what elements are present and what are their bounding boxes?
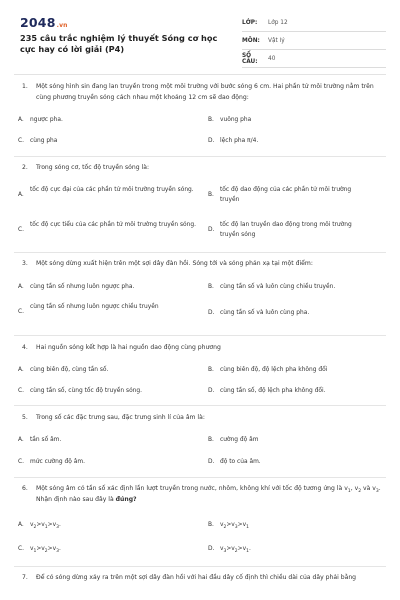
q5-option-c[interactable] [18, 458, 188, 468]
q6-option-a[interactable] [18, 521, 188, 531]
q3-option-c[interactable] [18, 303, 193, 313]
option-text: cùng tần số nhưng luôn ngược chiều truyền [30, 304, 159, 310]
q1-option-c[interactable] [18, 137, 188, 147]
q2-option-b[interactable] [208, 186, 368, 205]
option-letter: A. [18, 367, 24, 373]
option-text: độ to của âm. [220, 459, 261, 465]
question-body: Trong số các đặc trưng sau, đặc trưng sinh lí của âm là: [36, 414, 205, 421]
q6-option-b[interactable] [208, 521, 378, 531]
meta-row-class [242, 14, 386, 32]
document-header [14, 12, 386, 82]
option-text: $v_3>v_2>v_1$. [220, 546, 251, 555]
option-letter: A. [18, 437, 24, 443]
option-letter: C. [18, 459, 24, 465]
meta-value: 40 [268, 55, 276, 62]
question-5-text [22, 413, 382, 424]
q4-option-c[interactable] [18, 387, 188, 397]
q2-option-c[interactable] [18, 221, 198, 231]
q5-option-b[interactable] [208, 436, 378, 446]
question-divider [14, 477, 386, 478]
logo-main: 2048 [20, 15, 56, 30]
document-title: 235 câu trắc nghiệm lý thuyết Sóng cơ học cực hay có lời giải (P4) [20, 33, 218, 54]
option-letter: A. [18, 117, 24, 123]
option-text: tốc độ cực đại của các phần tử môi trường truyền sóng. [30, 187, 194, 193]
question-divider [14, 335, 386, 336]
option-text: cùng biên độ, cùng tần số. [30, 367, 109, 373]
question-1-text [22, 82, 378, 103]
question-number: 4. [22, 344, 28, 351]
document-meta [242, 14, 386, 68]
option-text: mức cường độ âm. [30, 459, 85, 465]
option-letter: D. [208, 388, 215, 394]
q1-option-a[interactable] [18, 116, 188, 126]
question-body: Một sóng hình sin đang lan truyền trong một môi trường với bước sóng 6 cm. Hai phần tử môi trường nằm trên cùng phương truyền sóng cách nhau một khoảng 12 cm sẽ dao động: [36, 83, 374, 101]
q3-option-a[interactable] [18, 283, 188, 293]
meta-value: Vật lý [268, 37, 285, 44]
option-text: vuông pha [220, 117, 252, 123]
option-letter: B. [208, 192, 214, 198]
question-number: 5. [22, 414, 28, 421]
meta-value: Lớp 12 [268, 19, 288, 26]
option-letter: C. [18, 227, 24, 233]
header-divider [14, 74, 386, 75]
option-letter: B. [208, 284, 214, 290]
option-letter: B. [208, 437, 214, 443]
option-letter: C. [18, 546, 24, 552]
question-3-text [22, 259, 382, 270]
q6-option-c[interactable] [18, 545, 188, 555]
option-text: $v_1>v_2>v_3$. [30, 546, 61, 555]
meta-row-subject [242, 32, 386, 50]
option-text: cùng tần số và luôn cùng pha. [220, 310, 310, 316]
q2-option-d[interactable] [208, 221, 368, 240]
option-letter: B. [208, 367, 214, 373]
q6-option-d[interactable] [208, 545, 378, 555]
q1-option-b[interactable] [208, 116, 378, 126]
q3-option-b[interactable] [208, 283, 378, 293]
option-text: cùng biên độ, độ lệch pha không đổi [220, 367, 328, 373]
question-body: Để có sóng dừng xảy ra trên một sợi dây đàn hồi với hai đầu dây cố định thì chiều dài của dây phải bằng [36, 574, 357, 581]
option-text: cùng tần số, độ lệch pha không đổi. [220, 388, 326, 394]
q4-option-d[interactable] [208, 387, 378, 397]
q2-option-a[interactable] [18, 186, 198, 196]
option-text: $v_2>v_1>v_3$. [30, 522, 61, 531]
meta-label: LỚP: [242, 19, 258, 26]
option-text: tốc độ cực tiểu của các phần tử môi trường truyền sóng. [30, 222, 196, 228]
question-body: Hai nguồn sóng kết hợp là hai nguồn dao động cùng phương [36, 344, 221, 351]
question-body: Một sóng âm có tần số xác định lần lượt truyền trong nước, nhôm, không khí với tốc độ tương ứng là $v_1$, $v_2$ và $v_3$. Nhận định nào sau đây là đúng? [36, 485, 381, 503]
option-text: tốc độ lan truyền dao động trong môi trường truyền sóng [220, 222, 352, 238]
option-text: tốc độ dao động của các phần tử môi trường truyền [220, 187, 352, 203]
option-text: tần số âm. [30, 437, 62, 443]
option-letter: D. [208, 310, 215, 316]
question-body: Trong sóng cơ, tốc độ truyền sóng là: [36, 164, 150, 171]
option-text: ngược pha. [30, 117, 63, 123]
option-text: cường độ âm [220, 437, 259, 443]
option-text: cùng tần số nhưng luôn ngược pha. [30, 284, 135, 290]
question-number: 2. [22, 164, 28, 171]
option-letter: C. [18, 388, 24, 394]
option-letter: D. [208, 546, 215, 552]
q1-option-d[interactable] [208, 137, 378, 147]
question-divider [14, 156, 386, 157]
option-text: cùng pha [30, 138, 58, 144]
question-2-text [22, 163, 382, 174]
q3-option-d[interactable] [208, 309, 378, 319]
question-number: 6. [22, 485, 28, 492]
option-letter: D. [208, 227, 215, 233]
q5-option-d[interactable] [208, 458, 378, 468]
meta-label: MÔN: [242, 37, 260, 44]
question-6-text [22, 484, 382, 505]
meta-label: SỐ CÂU: [242, 52, 258, 65]
q5-option-a[interactable] [18, 436, 188, 446]
site-logo[interactable] [20, 15, 68, 30]
option-text: cùng tần số, cùng tốc độ truyền sóng. [30, 388, 143, 394]
question-4-text [22, 343, 382, 354]
q4-option-b[interactable] [208, 366, 378, 376]
option-text: cùng tần số và luôn cùng chiều truyền. [220, 284, 336, 290]
option-letter: C. [18, 309, 24, 315]
option-letter: A. [18, 192, 24, 198]
option-text: lệch pha π/4. [220, 138, 259, 144]
question-number: 1. [22, 83, 28, 90]
question-number: 3. [22, 260, 28, 267]
option-letter: D. [208, 459, 215, 465]
option-letter: D. [208, 138, 215, 144]
option-text: $v_2>v_3>v_1$ [220, 522, 249, 531]
option-letter: A. [18, 284, 24, 290]
question-body: Một sóng dừng xuất hiện trên một sợi dây đàn hồi. Sóng tới và sóng phản xạ tại một điểm: [36, 260, 313, 267]
option-letter: B. [208, 522, 214, 528]
question-divider [14, 405, 386, 406]
question-7-text [22, 573, 382, 584]
question-divider [14, 566, 386, 567]
logo-suffix: .vn [56, 22, 68, 29]
option-letter: A. [18, 522, 24, 528]
question-divider [14, 252, 386, 253]
question-number: 7. [22, 574, 28, 581]
q4-option-a[interactable] [18, 366, 188, 376]
option-letter: C. [18, 138, 24, 144]
option-letter: B. [208, 117, 214, 123]
meta-row-count [242, 50, 386, 68]
